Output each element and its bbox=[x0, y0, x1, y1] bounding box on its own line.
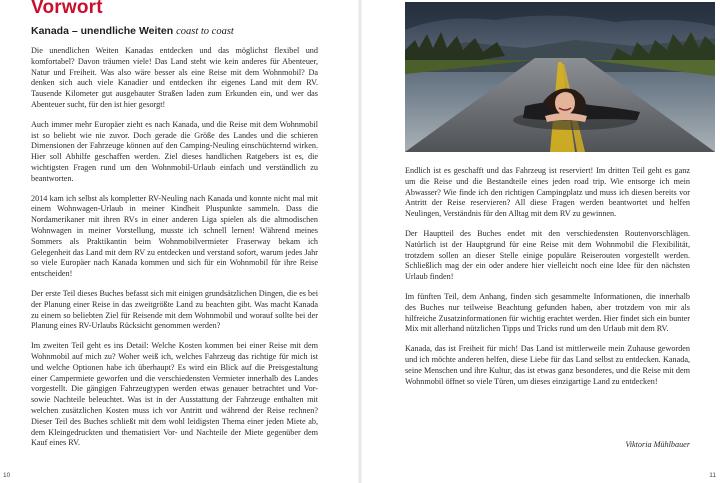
left-text-column bbox=[31, 46, 318, 458]
page-number-right: 11 bbox=[709, 472, 716, 479]
paragraph: Der erste Teil dieses Buches befasst sich mit einigen grundsätzlichen Dingen, die es bei der Planung einer Reise in das zweitgrößte Land zu beachten gibt. Was macht Kanada zu einem so beliebten Ziel für Reisende mit dem Wohnmobil und worauf sollte bei der Planung eines RV-Urlaubs Rücksicht genommen werden? bbox=[31, 288, 318, 331]
paragraph: Die unendlichen Weiten Kanadas entdecken und das möglichst flexibel und komfortabel? Davon träumen viele! Das Land steht wie kein anderes für Abenteuer, Natur und Freiheit. Was also wäre besser als eine Reise mit dem Wohnmobil? Da denken sich auch viele Kanadier und entdecken ihr eigenes Land mit dem RV. Tausende Kilometer gut ausgebauter Straßen laden zum Erkunden ein, und wer das Abenteuer sucht, für den ist hier gesorgt! bbox=[31, 46, 318, 109]
right-text-column bbox=[405, 166, 690, 396]
section-subtitle bbox=[31, 25, 234, 37]
paragraph: Der Hauptteil des Buches endet mit den verschiedensten Routenvorschlägen. Natürlich ist der Hauptgrund für eine Reise mit dem Wohnmobil die Flexibilität, trotzdem sollen an dieser Stelle einige populäre Reiserouten vorgestellt werden. Schließlich mag der ein oder andere hier vielleicht noch eine Idee für den nächsten Urlaub finden! bbox=[405, 228, 690, 282]
subtitle-main: Kanada – unendliche Weiten bbox=[31, 25, 174, 37]
paragraph: Kanada, das ist Freiheit für mich! Das Land ist mittlerweile mein Zuhause geworden und ich möchte anderen helfen, diese Liebe für das Land selbst zu entdecken. Kanada, seine Menschen und ihre Kultur, das ist etwas ganz besonderes, und die Reise mit dem Wohnmobil öffnet so viele Türen, um dieses einzigartige Land zu entdecken! bbox=[405, 344, 690, 386]
paragraph: Im fünften Teil, dem Anhang, finden sich gesammelte Informationen, die innerhalb des Buches nur teilweise Beachtung gefunden haben, aber trotzdem von mir als hilfreiche Zusatzinformationen für wichtig erachtet werden. Hier findet sich ein bunter Mix mit allerhand nützlichen Tipps und Tricks rund um den Urlaub mit dem RV. bbox=[405, 291, 690, 334]
chapter-title: Vorwort bbox=[31, 0, 103, 18]
paragraph: Auch immer mehr Europäer zieht es nach Kanada, und die Reise mit dem Wohnmobil ist so beliebt wie nie zuvor. Doch gerade die Größe des Landes und die schieren Dimensionen der Fahrzeuge können auf den Camping-Neuling einschüchternd wirken. Hier soll Abhilfe geschaffen werden. Ziel dieses handlichen Ratgebers ist es, die wichtigsten Fragen rund um den Wohnmobil-Urlaub einfach und verständlich zu beantworten. bbox=[31, 119, 318, 183]
subtitle-emphasis: coast to coast bbox=[176, 26, 234, 37]
paragraph: Im zweiten Teil geht es ins Detail: Welche Kosten kommen bei einer Reise mit dem Wohnmobil auf mich zu? Woher weiß ich, welches Fahrzeug das richtige für mich ist und welche Optionen habe ich überhaupt? Es wird ein Blick auf die Preisgestaltung einer Campermiete geworfen und die verschiedensten Vermieter innerhalb des Landes vorgestellt. Die gängigen Fahrzeugtypen werden etwas genauer betrachtet und Vor- sowie Nachteile beleuchtet. Was ist in der Ausstattung der Fahrzeuge enthalten mit welchen zusätzlichen Kosten muss ich vor Antritt und während der Reise rechnen? Dieser Teil des Buches schließt mit dem wohl leidigsten Thema einer jeden Miete ab, dem Kleingedruckten und thematisiert Vor- und Nachteile der Miete gegenüber dem Kauf eines RV. bbox=[31, 341, 318, 448]
author-signature: Viktoria Mühlbauer bbox=[625, 440, 690, 449]
page-number-left: 10 bbox=[3, 472, 11, 479]
paragraph: Endlich ist es geschafft und das Fahrzeug ist reserviert! Im dritten Teil geht es ganz um die Reise und die Bestandteile eines jeden road trip. Wie entsorge ich mein Abwasser? Wie finde ich den richtigen Campingplatz und muss ich diesen bereits vor Antritt der Reise reservieren? All diese Fragen werden beantwortet und helfen Neulingen, Verständnis für den Alltag mit dem RV zu gewinnen. bbox=[405, 166, 690, 219]
paragraph: 2014 kam ich selbst als kompletter RV-Neuling nach Kanada und konnte nicht mal mit einem Wohnwagen-Urlaub in meiner Kindheit Pluspunkte sammeln. Dass die Nordamerikaner mit ihren RVs in einer anderen Liga spielen als die altmodischen Wohnwagen in meiner Vorstellung, musste ich schnell lernen! Während meines Sommers als Praktikantin beim Wohnmobilvermieter Fraserway bekam ich Gelegenheit das Land mit dem RV zu entdecken und verstand sofort, warum jedes Jahr so viele Europäer nach Kanada kommen und sich für ein Wohnmobil für ihre Reise entscheiden! bbox=[31, 193, 318, 279]
